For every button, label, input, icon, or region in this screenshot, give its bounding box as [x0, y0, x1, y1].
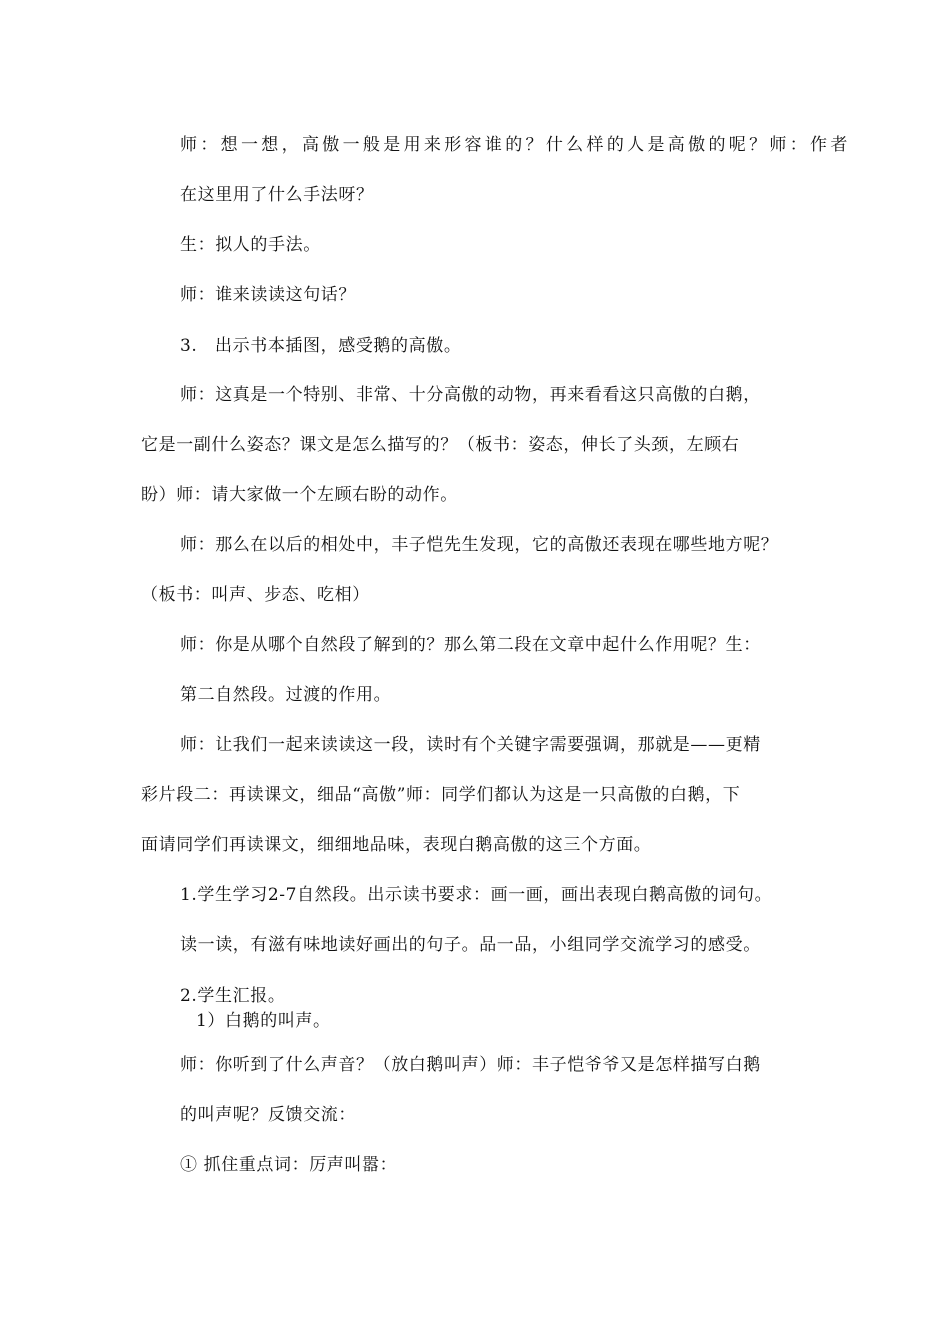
text-line-2: 在这里用了什么手法呀？: [180, 185, 374, 205]
text-line-14: 彩片段二：再读课文，细品“高傲”师：同学们都认为这是一只高傲的白鹅，下: [141, 785, 741, 805]
text-line-18: 2.学生汇报。: [180, 986, 286, 1006]
text-line-9: 师：那么在以后的相处中，丰子恺先生发现，它的高傲还表现在哪些地方呢？: [180, 535, 779, 555]
text-line-3: 生：拟人的手法。: [180, 235, 321, 255]
text-line-11: 师：你是从哪个自然段了解到的？那么第二段在文章中起什么作用呢？生：: [180, 635, 761, 655]
text-line-5: 3. 出示书本插图，感受鹅的高傲。: [180, 336, 462, 356]
text-line-19: 1）白鹅的叫声。: [196, 1011, 331, 1031]
text-line-20: 师：你听到了什么声音？（放白鹅叫声）师：丰子恺爷爷又是怎样描写白鹅: [180, 1055, 761, 1075]
text-line-21: 的叫声呢？反馈交流：: [180, 1105, 356, 1125]
text-line-22: ① 抓住重点词：厉声叫嚣：: [180, 1155, 398, 1175]
text-line-12: 第二自然段。过渡的作用。: [180, 685, 392, 705]
text-line-4: 师：谁来读读这句话？: [180, 285, 356, 305]
text-line-1: 师：想一想，高傲一般是用来形容谁的？什么样的人是高傲的呢？师：作者: [180, 135, 848, 155]
text-line-13: 师：让我们一起来读读这一段，读时有个关键字需要强调，那就是——更精: [180, 735, 761, 755]
text-line-6: 师：这真是一个特别、非常、十分高傲的动物，再来看看这只高傲的白鹅，: [180, 385, 761, 405]
text-line-8: 盼）师：请大家做一个左顾右盼的动作。: [141, 485, 458, 505]
text-line-15: 面请同学们再读课文，细细地品味，表现白鹅高傲的这三个方面。: [141, 835, 652, 855]
text-line-16: 1.学生学习2-7自然段。出示读书要求：画一画，画出表现白鹅高傲的词句。: [180, 885, 773, 905]
text-line-17: 读一读，有滋有味地读好画出的句子。品一品，小组同学交流学习的感受。: [180, 935, 761, 955]
text-line-10: （板书：叫声、步态、吃相）: [141, 585, 370, 605]
text-line-7: 它是一副什么姿态？课文是怎么描写的？（板书：姿态，伸长了头颈，左顾右: [141, 435, 740, 455]
